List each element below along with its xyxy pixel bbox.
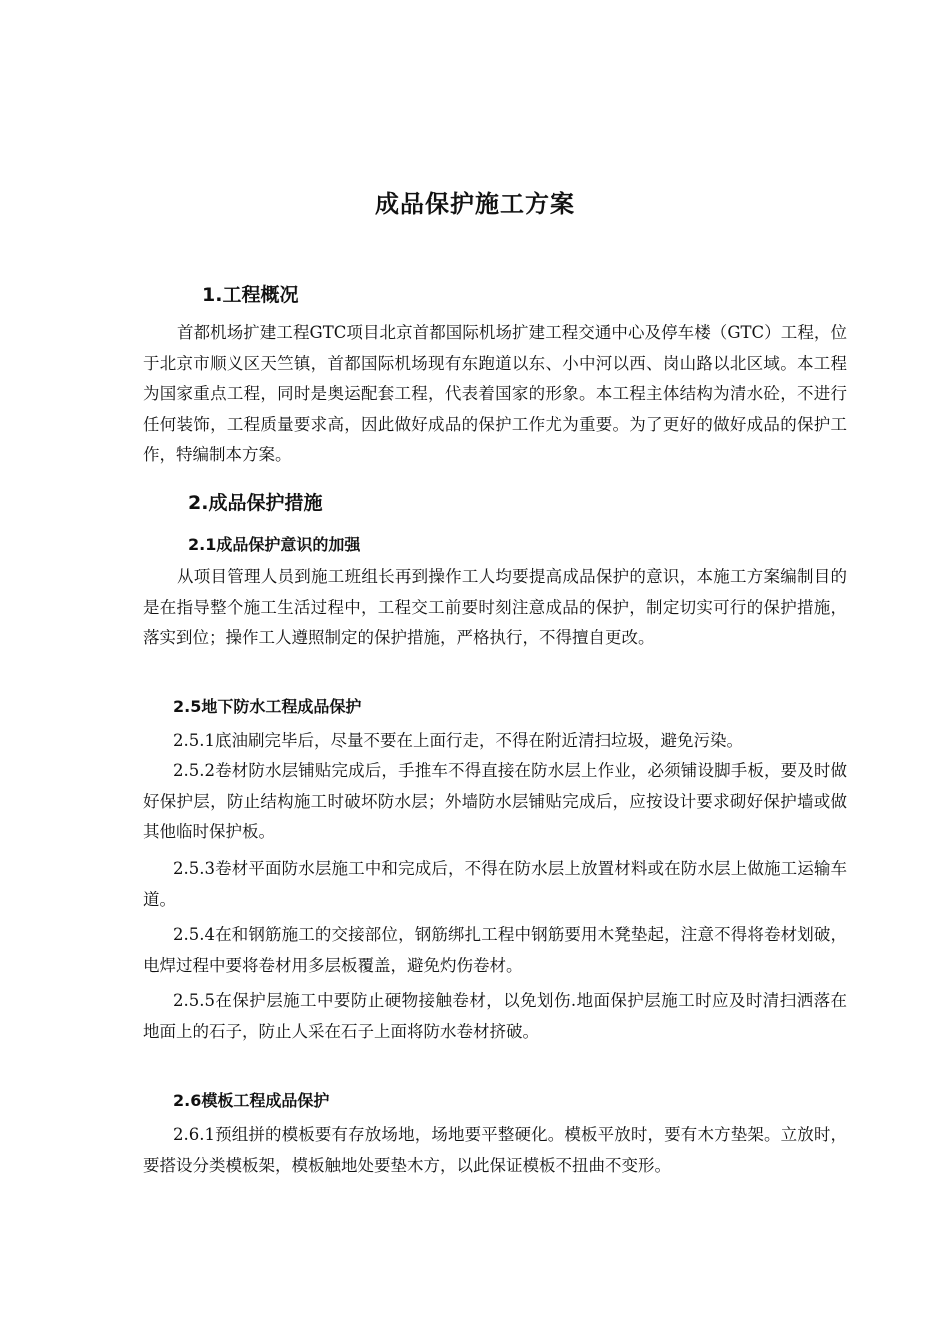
subsection-heading-2-5: 2.5地下防水工程成品保护: [173, 697, 362, 716]
paragraph-2-6-1: 2.6.1预组拼的模板要有存放场地，场地要平整硬化。模板平放时，要有木方垫架。立放时，要搭设分类模板架，模板触地处要垫木方，以此保证模板不扭曲不变形。: [143, 1125, 847, 1175]
paragraph-2-1: 从项目管理人员到施工班组长再到操作工人均要提高成品保护的意识，本施工方案编制目的是在指导整个施工生活过程中，工程交工前要时刻注意成品的保护，制定切实可行的保护措施，落实到位；操作工人遵照制定的保护措施，严格执行，不得擅自更改。: [143, 567, 847, 647]
paragraph-2-5-2: 2.5.2卷材防水层铺贴完成后，手推车不得直接在防水层上作业，必须铺设脚手板，要及时做好保护层，防止结构施工时破坏防水层；外墙防水层铺贴完成后，应按设计要求砌好保护墙或做其他临时保护板。: [143, 761, 847, 841]
paragraph-2-5-4: 2.5.4在和钢筋施工的交接部位，钢筋绑扎工程中钢筋要用木凳垫起，注意不得将卷材划破，电焊过程中要将卷材用多层板覆盖，避免灼伤卷材。: [143, 925, 847, 975]
subsection-heading-2-6: 2.6模板工程成品保护: [173, 1091, 330, 1110]
subsection-heading-2-1: 2.1成品保护意识的加强: [188, 535, 361, 554]
paragraph-2-5-3: 2.5.3卷材平面防水层施工中和完成后，不得在防水层上放置材料或在防水层上做施工运输车道。: [143, 859, 847, 909]
section-heading-protection-measures: 2.成品保护措施: [188, 492, 323, 514]
document-title: 成品保护施工方案: [375, 190, 575, 218]
overview-paragraph: 首都机场扩建工程GTC项目北京首都国际机场扩建工程交通中心及停车楼（GTC）工程，位于北京市顺义区天竺镇，首都国际机场现有东跑道以东、小中河以西、岗山路以北区域。本工程为国家重点工程，同时是奥运配套工程，代表着国家的形象。本工程主体结构为清水砼，不进行任何装饰，工程质量要求高，因此做好成品的保护工作尤为重要。为了更好的做好成品的保护工作，特编制本方案。: [143, 323, 847, 464]
section-heading-overview: 1.工程概况: [202, 284, 299, 306]
paragraph-2-5-1: 2.5.1底油刷完毕后，尽量不要在上面行走，不得在附近清扫垃圾，避免污染。: [173, 731, 743, 750]
paragraph-2-5-5: 2.5.5在保护层施工中要防止硬物接触卷材，以免划伤.地面保护层施工时应及时清扫洒落在地面上的石子，防止人采在石子上面将防水卷材挤破。: [143, 991, 847, 1041]
